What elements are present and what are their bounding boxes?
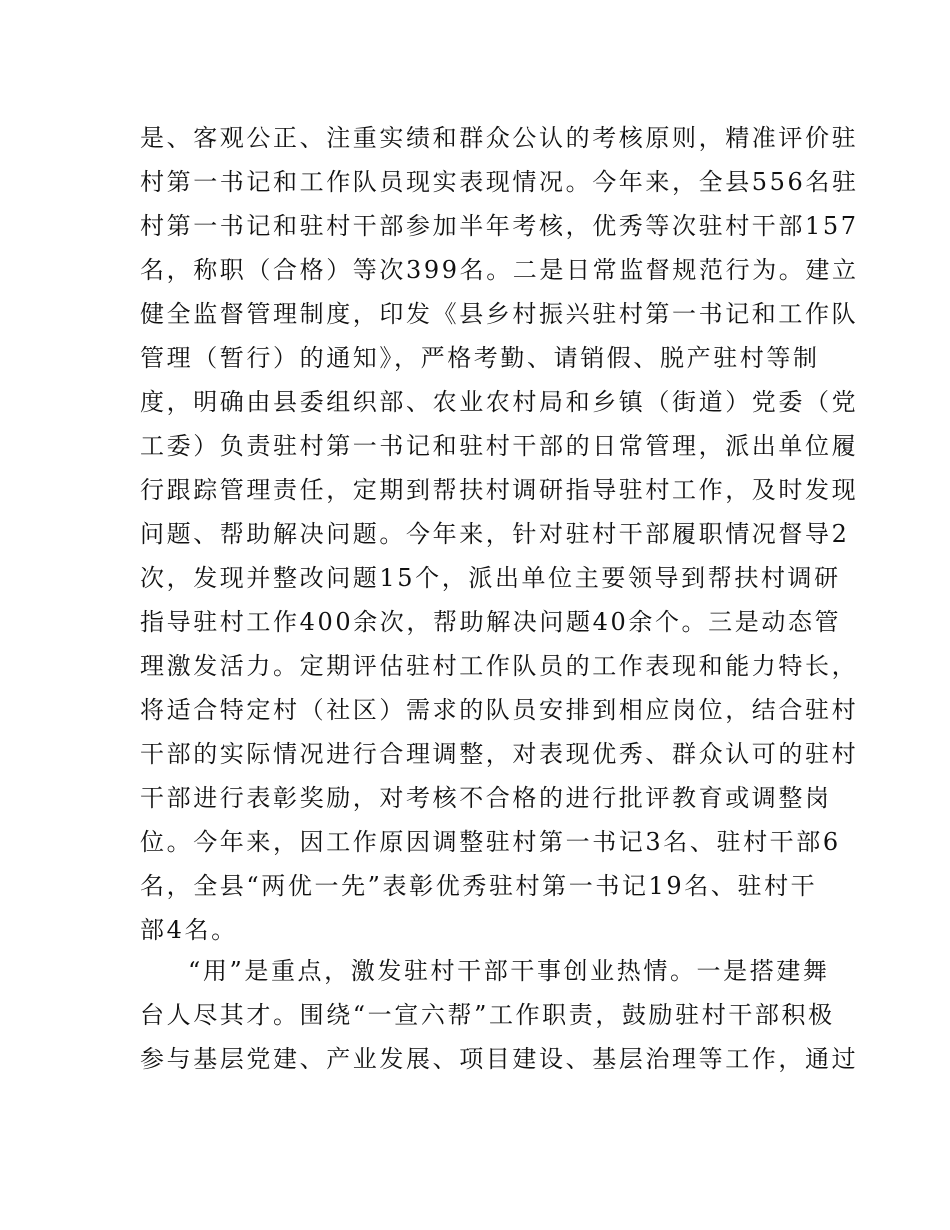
paragraph-line: 是、客观公正、注重实绩和群众公认的考核原则，精准评价驻 (140, 124, 859, 152)
paragraph-line: 村第一书记和工作队员现实表现情况。今年来，全县556名驻 (140, 168, 859, 196)
paragraph-1 (140, 116, 859, 952)
paragraph-line: 村第一书记和驻村干部参加半年考核，优秀等次驻村干部157 (140, 212, 859, 240)
paragraph-line: 问题、帮助解决问题。今年来，针对驻村干部履职情况督导2 (140, 520, 850, 548)
paragraph-line: 干部进行表彰奖励，对考核不合格的进行批评教育或调整岗 (140, 784, 832, 812)
paragraph-line: 位。今年来，因工作原因调整驻村第一书记3名、驻村干部6 (140, 828, 841, 856)
paragraph-line: 干部的实际情况进行合理调整，对表现优秀、群众认可的驻村 (140, 740, 859, 768)
paragraph-line: 名，全县“两优一先”表彰优秀驻村第一书记19名、驻村干 (140, 872, 818, 900)
paragraph-line: 度，明确由县委组织部、农业农村局和乡镇（街道）党委（党 (140, 388, 859, 416)
paragraph-line: 指导驻村工作400余次，帮助解决问题40余个。三是动态管 (140, 608, 842, 636)
paragraph-line: 理激发活力。定期评估驻村工作队员的工作表现和能力特长， (140, 652, 859, 680)
paragraph-2 (140, 949, 859, 1081)
paragraph-line: 行跟踪管理责任，定期到帮扶村调研指导驻村工作，及时发现 (140, 476, 859, 504)
paragraph-line: 部4名。 (140, 916, 238, 944)
paragraph-line: “用”是重点，激发驻村干部干事创业热情。一是搭建舞 (188, 957, 830, 985)
paragraph-line: 健全监督管理制度，印发《县乡村振兴驻村第一书记和工作队 (140, 300, 859, 328)
paragraph-line: 将适合特定村（社区）需求的队员安排到相应岗位，结合驻村 (140, 696, 859, 724)
paragraph-line: 管理（暂行）的通知》，严格考勤、请销假、脱产驻村等制 (140, 344, 820, 372)
paragraph-line: 台人尽其才。围绕“一宣六帮”工作职责，鼓励驻村干部积极 (140, 1001, 835, 1029)
paragraph-line: 名，称职（合格）等次399名。二是日常监督规范行为。建立 (140, 256, 859, 284)
paragraph-line: 参与基层党建、产业发展、项目建设、基层治理等工作，通过 (140, 1045, 859, 1073)
paragraph-line: 工委）负责驻村第一书记和驻村干部的日常管理，派出单位履 (140, 432, 859, 460)
paragraph-line: 次，发现并整改问题15个，派出单位主要领导到帮扶村调研 (140, 564, 841, 592)
